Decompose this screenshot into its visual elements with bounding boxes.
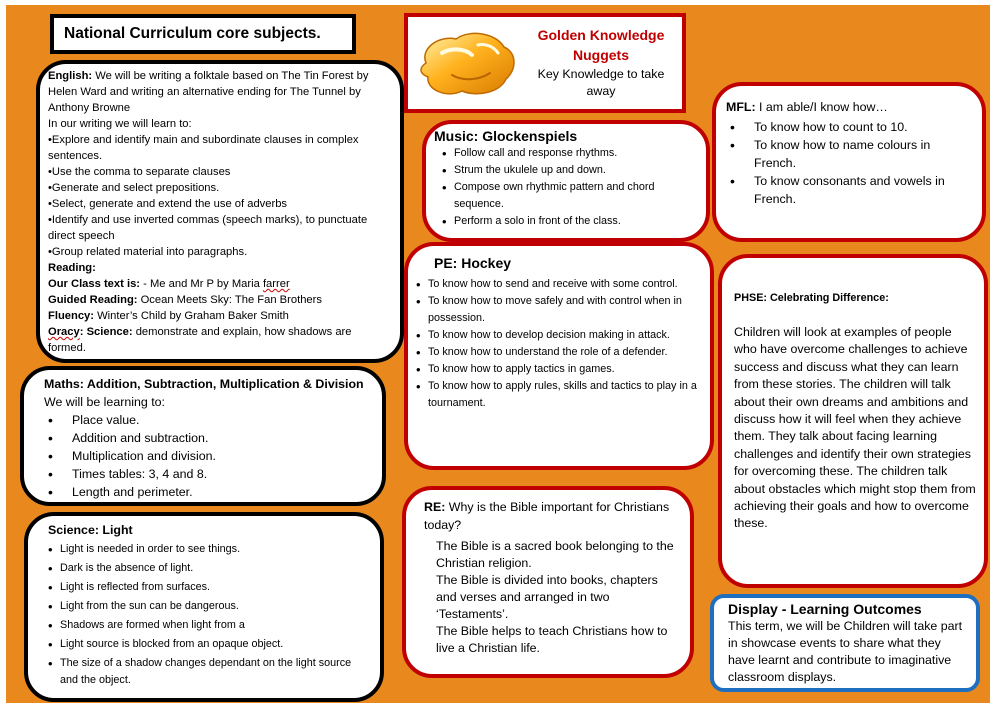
pe-box	[404, 242, 714, 470]
english-intro: English: We will be writing a folktale based on The Tin Forest by Helen Ward and writing an alternative ending for The Tunnel by Anthony Browne	[48, 70, 369, 114]
list-item: • Length and perimeter.	[44, 483, 374, 501]
music-heading: Music: Glockenspiels	[434, 128, 578, 144]
maths-list	[44, 411, 374, 501]
list-item: • Times tables: 3, 4 and 8.	[44, 465, 374, 483]
re-box	[402, 486, 694, 678]
list-item: The Bible is divided into books, chapters and verses and arranged in two ‘Testaments’.	[436, 573, 658, 621]
golden-nuggets-title: Golden Knowledge Nuggets	[537, 27, 665, 63]
list-item: • Follow call and response rhythms.	[442, 145, 696, 162]
display-box	[710, 594, 980, 692]
list-item: • To know how to move safely and with control when in possession.	[416, 293, 698, 327]
display-heading: Display - Learning Outcomes	[728, 601, 922, 617]
golden-nuggets-box	[404, 13, 686, 113]
english-learn-intro: In our writing we will learn to:	[48, 118, 192, 130]
list-item: • Strum the ukulele up and down.	[442, 162, 696, 179]
pe-heading: PE: Hockey	[434, 255, 512, 271]
maths-heading: Maths: Addition, Subtraction, Multiplication & Division	[44, 377, 364, 391]
english-point: •Use the comma to separate clauses	[48, 166, 231, 178]
list-item: • To know how to understand the role of a defender.	[416, 344, 698, 361]
science-list	[48, 541, 370, 689]
music-box	[422, 120, 710, 242]
list-item: • To know how to apply tactics in games.	[416, 361, 698, 378]
mfl-box	[712, 82, 986, 242]
list-item: • Perform a solo in front of the class.	[442, 213, 696, 230]
re-list	[424, 538, 680, 657]
list-item: • Place value.	[44, 411, 374, 429]
english-point: •Explore and identify main and subordinate clauses in complex sentences.	[48, 134, 359, 162]
class-text: Our Class text is: - Me and Mr P by Maria farrer	[48, 278, 290, 290]
list-item: • To know how to name colours in French.	[726, 136, 972, 172]
mfl-list	[726, 118, 972, 208]
display-text: This term, we will be Children will take part in showcase events to share what they have learnt and contribute to imaginative classroom displays.	[728, 619, 963, 684]
list-item: • Shadows are formed when light from a	[48, 617, 370, 634]
list-item: • Compose own rhythmic pattern and chord sequence.	[442, 179, 696, 213]
golden-nuggets-subtitle: Key Knowledge to take away	[537, 67, 665, 98]
list-item: • Light is needed in order to see things.	[48, 541, 370, 558]
mfl-intro: MFL: I am able/I know how…	[726, 100, 888, 114]
list-item: • Multiplication and division.	[44, 447, 374, 465]
phse-box	[718, 254, 988, 588]
music-list	[442, 145, 696, 230]
science-box	[24, 512, 384, 702]
page-title: National Curriculum core subjects.	[64, 25, 321, 42]
list-item: • Light is reflected from surfaces.	[48, 579, 370, 596]
list-item: • Light from the sun can be dangerous.	[48, 598, 370, 615]
guided-reading: Guided Reading: Ocean Meets Sky: The Fan Brothers	[48, 294, 322, 306]
list-item: • To know how to count to 10.	[726, 118, 972, 136]
english-box	[36, 60, 404, 363]
maths-box	[20, 366, 386, 506]
list-item: The Bible is a sacred book belonging to the Christian religion.	[436, 539, 674, 570]
list-item: The Bible helps to teach Christians how to live a Christian life.	[436, 624, 668, 655]
re-question: RE: Why is the Bible important for Christians today?	[424, 500, 670, 532]
list-item: • The size of a shadow changes dependant on the light source and the object.	[48, 655, 370, 689]
english-point: •Identify and use inverted commas (speech marks), to punctuate direct speech	[48, 214, 368, 242]
list-item: • To know consonants and vowels in French.	[726, 172, 972, 208]
science-heading: Science: Light	[48, 523, 133, 537]
maths-intro: We will be learning to:	[44, 395, 165, 409]
title-box	[50, 14, 356, 54]
list-item: • Addition and subtraction.	[44, 429, 374, 447]
english-point: •Group related material into paragraphs.	[48, 246, 248, 258]
list-item: • To know how to send and receive with some control.	[416, 276, 698, 293]
list-item: • Dark is the absence of light.	[48, 560, 370, 577]
list-item: • To know how to develop decision making in attack.	[416, 327, 698, 344]
phse-text: Children will look at examples of people who have overcome challenges to achieve success and discuss what they can learn from these stories. The children will talk about their own dreams and ambitions and discuss how it will feel when they achieve them. They talk about facing learning challenges and identify their own strategies for overcoming these. The children talk about obstacles which might stop them from achieving their goals and how to overcome these.	[734, 325, 976, 531]
list-item: • To know how to apply rules, skills and tactics to play in a tournament.	[416, 378, 698, 412]
gold-nugget-icon	[412, 23, 522, 103]
reading-label: Reading:	[48, 262, 96, 274]
oracy: Oracy: Science: demonstrate and explain, how shadows are formed.	[48, 326, 352, 354]
list-item: • Light source is blocked from an opaque object.	[48, 636, 370, 653]
phse-heading: PHSE: Celebrating Difference:	[734, 292, 889, 304]
english-point: •Generate and select prepositions.	[48, 182, 220, 194]
english-point: •Select, generate and extend the use of adverbs	[48, 198, 288, 210]
pe-list	[416, 276, 698, 412]
fluency: Fluency: Winter’s Child by Graham Baker Smith	[48, 310, 289, 322]
